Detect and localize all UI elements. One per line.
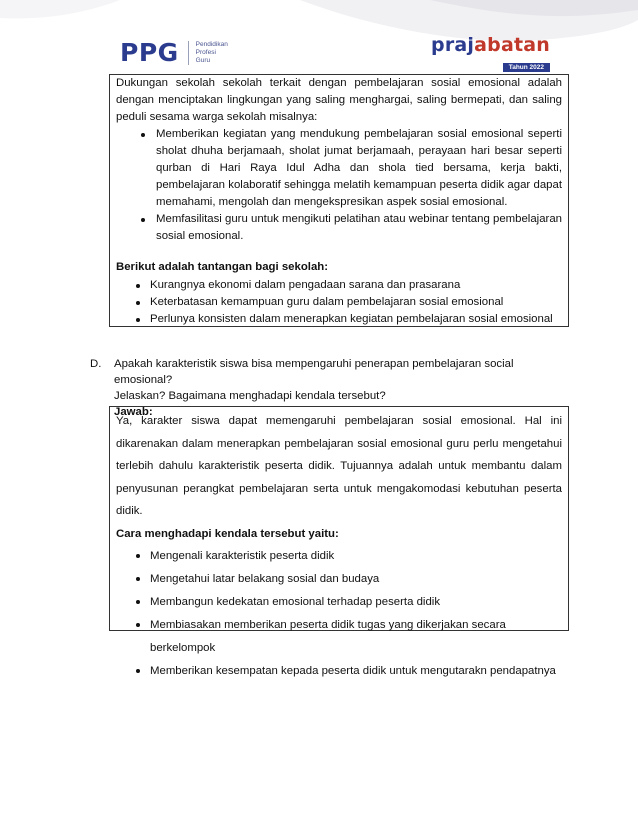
list-item: Keterbatasan kemampuan guru dalam pembelajaran sosial emosional [116,294,562,311]
answer-box-question-d [109,406,569,677]
question-d-label: D. [90,358,102,370]
answer-box-school-support [109,74,569,327]
bullet-icon [141,218,145,222]
list-item: Memberikan kesempatan kepada peserta didik untuk mengutarakn pendapatnya [116,660,562,683]
list-item: Mengenali karakteristik peserta didik [116,545,562,568]
answer-label: Jawab: [114,406,153,418]
prajabatan-year-badge: Tahun 2022 [503,63,550,72]
list-item: Memfasilitasi guru untuk mengikuti pelatihan atau webinar tentang pembelajaran sosial emosional. [116,211,562,245]
list-item: Perlunya konsisten dalam menerapkan kegiatan pembelajaran sosial emosional [116,311,562,328]
bullet-icon [136,669,140,673]
list-item: Kurangnya ekonomi dalam pengadaan sarana dan prasarana [116,277,562,294]
question-d-answer: Ya, karakter siswa dapat memengaruhi pembelajaran sosial emosional. Hal ini dikarenakan dalam menerapkan pembelajaran sosial emosional guru perlu mengetahui terlebih dahulu karakteristik peserta didik. Tujuannya adalah untuk membantu dalam penyusunan perangkat pembelajaran serta untuk mengakomodasi kebutuhan peserta didik. [116,415,562,517]
strategies-list [116,545,562,683]
bullet-icon [136,554,140,558]
prajabatan-logo-text: prajabatan [431,34,550,56]
school-support-list [116,126,562,245]
list-item: Memberikan kegiatan yang mendukung pembelajaran sosial emosional seperti sholat dhuha berjamaah, sholat jumat berjamaah, perayaan hari besar seperti qurban di Hari Raya Idul Adha dan shola tied bersama, kerja bakti, pembelajaran kolaboratif sehingga melatih kemampuan peserta didik agar dapat memahami, mengolah dan mengekspresikan aspek sosial emosional. [116,126,562,211]
challenges-heading: Berikut adalah tantangan bagi sekolah: [116,261,329,273]
bullet-icon [136,600,140,604]
strategies-heading: Cara menghadapi kendala tersebut yaitu: [116,527,339,540]
bullet-icon [136,301,140,305]
prajabatan-logo [431,34,550,74]
challenges-list [116,277,562,328]
list-item: Membiasakan memberikan peserta didik tugas yang dikerjakan secara berkelompok [116,614,562,660]
list-item: Mengetahui latar belakang sosial dan budaya [116,568,562,591]
bullet-icon [136,284,140,288]
bullet-icon [136,577,140,581]
ppg-logo-text: PPG [120,38,179,67]
list-item: Membangun kedekatan emosional terhadap peserta didik [116,591,562,614]
bullet-icon [136,318,140,322]
question-d-line1: Apakah karakteristik siswa bisa mempengaruhi penerapan pembelajaran social emosional? [114,358,514,386]
school-support-intro: Dukungan sekolah sekolah terkait dengan pembelajaran sosial emosional adalah dengan menciptakan lingkungan yang saling menghargai, saling bermepati, dan saling peduli sesama warga sekolah misalnya: [116,77,562,123]
bullet-icon [141,133,145,137]
bullet-icon [136,623,140,627]
ppg-logo [120,38,228,67]
ppg-logo-subtitle: Pendidikan Profesi Guru [195,40,228,64]
ppg-logo-separator [188,41,189,65]
question-d-line2: Jelaskan? Bagaimana menghadapi kendala tersebut? [114,390,386,402]
